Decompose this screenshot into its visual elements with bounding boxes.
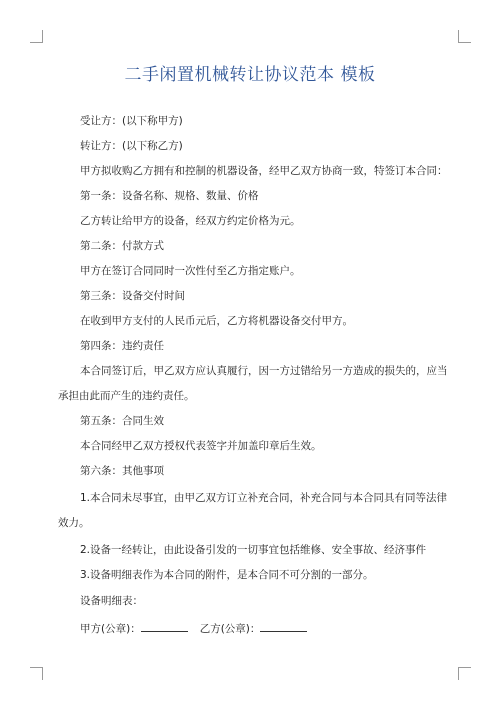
corner-mark-top-left xyxy=(30,30,43,43)
equipment-list-label: 设备明细表： xyxy=(80,595,143,607)
signature-line xyxy=(80,620,307,636)
party-b-seal-label: 乙方(公章)： xyxy=(199,623,261,635)
paragraph-assignor: 转让方：(以下称乙方) xyxy=(80,140,183,152)
article-6-item-3: 3.设备明细表作为本合同的附件，是本合同不可分割的一部分。 xyxy=(80,569,374,581)
corner-mark-bottom-left xyxy=(30,667,43,680)
party-a-seal-blank xyxy=(141,620,188,632)
corner-mark-bottom-right xyxy=(458,667,471,680)
article-6-item-1-line-1: 1.本合同未尽事宜，由甲乙双方订立补充合同，补充合同与本合同具有同等法律 xyxy=(80,492,448,504)
article-6-item-1-line-2: 效力。 xyxy=(58,517,90,529)
article-3-heading: 第三条：设备交付时间 xyxy=(80,290,185,302)
article-4-text-line-1: 本合同签订后，甲乙双方应认真履行，因一方过错给另一方造成的损失的，应当 xyxy=(80,365,448,377)
article-5-text: 本合同经甲乙双方授权代表签字并加盖印章后生效。 xyxy=(80,440,322,452)
article-6-item-2: 2.设备一经转让，由此设备引发的一切事宜包括维修、安全事故、经济事件 xyxy=(80,544,427,556)
paragraph-assignee: 受让方：(以下称甲方) xyxy=(80,115,183,127)
article-4-heading: 第四条：违约责任 xyxy=(80,340,164,352)
article-6-heading: 第六条：其他事项 xyxy=(80,465,164,477)
article-2-heading: 第二条：付款方式 xyxy=(80,240,164,252)
party-b-seal-blank xyxy=(260,620,307,632)
article-5-heading: 第五条：合同生效 xyxy=(80,415,164,427)
paragraph-preamble: 甲方拟收购乙方拥有和控制的机器设备，经甲乙双方协商一致，特签订本合同： xyxy=(80,165,448,177)
article-1-text: 乙方转让给甲方的设备，经双方约定价格为元。 xyxy=(80,215,301,227)
party-a-seal-label: 甲方(公章)： xyxy=(80,623,141,635)
article-4-text-line-2: 承担由此而产生的违约责任。 xyxy=(58,390,195,402)
article-1-heading: 第一条：设备名称、规格、数量、价格 xyxy=(80,190,259,202)
article-3-text: 在收到甲方支付的人民币元后，乙方将机器设备交付甲方。 xyxy=(80,315,353,327)
corner-mark-top-right xyxy=(458,30,471,43)
document-title: 二手闲置机械转让协议范本 模板 xyxy=(124,65,376,85)
article-2-text: 甲方在签订合同同时一次性付至乙方指定账户。 xyxy=(80,265,301,277)
